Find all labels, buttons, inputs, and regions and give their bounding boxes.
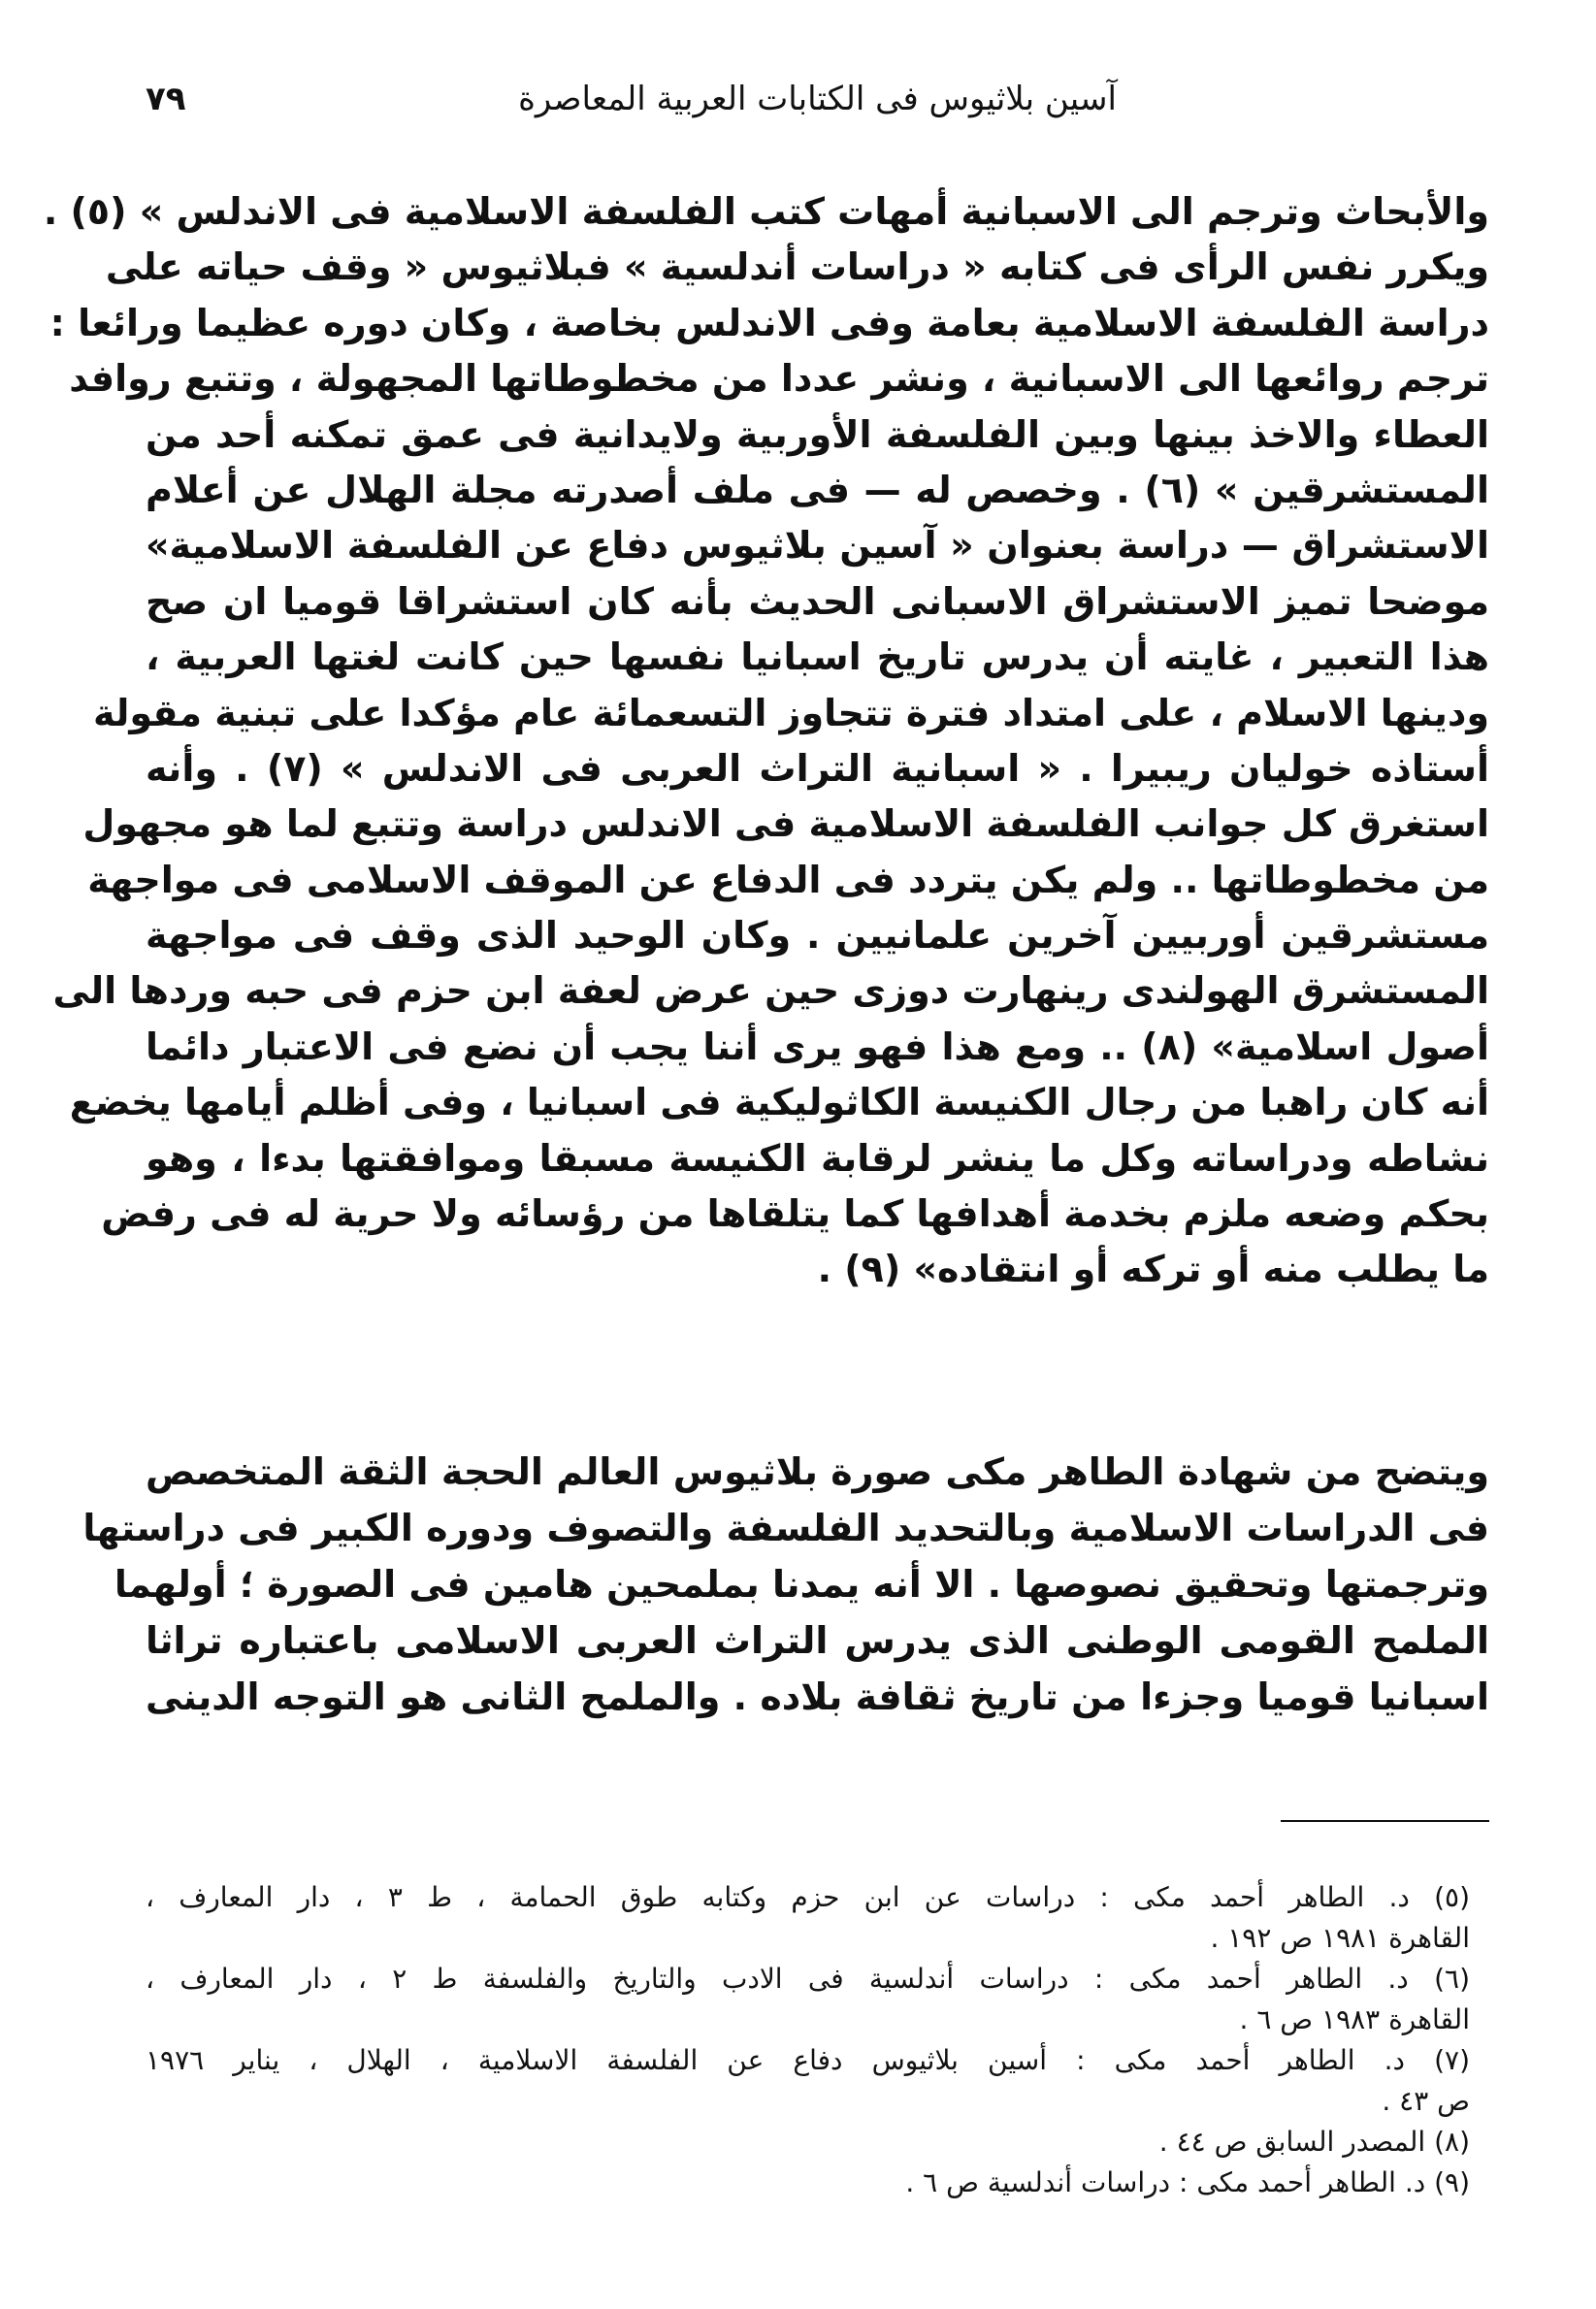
text-line: بحكم وضعه ملزم بخدمة أهدافها كما يتلقاها من رؤسائه ولا حرية له فى رفض [101, 1192, 1489, 1236]
page-number: ٧٩ [146, 80, 186, 118]
text-line: فى الدراسات الاسلامية وبالتحديد الفلسفة والتصوف ودوره الكبير فى دراستها [82, 1507, 1489, 1549]
text-line: أصول اسلامية» (٨) .. ومع هذا فهو يرى أننا يجب أن نضع فى الاعتبار دائما [146, 1024, 1489, 1068]
text-line: هذا التعبير ، غايته أن يدرس تاريخ اسبانيا نفسها حين كانت لغتها العربية ، [146, 635, 1489, 679]
text-line: ويكرر نفس الرأى فى كتابه « دراسات أندلسية » فبلاثيوس « وقف حياته على [105, 245, 1489, 289]
footnote-5: (٥) د. الطاهر أحمد مكى : دراسات عن ابن حزم وكتابه طوق الحمامة ، ط ٣ ، دار المعارف ، [146, 1881, 1471, 1913]
footnote-8: (٨) المصدر السابق ص ٤٤ . [1158, 2126, 1470, 2158]
paragraph-2 [82, 1444, 1489, 1725]
text-line: مستشرقين أوربيين آخرين علمانيين . وكان الوحيد الذى وقف فى مواجهة [146, 914, 1489, 958]
text-line: من مخطوطاتها .. ولم يكن يتردد فى الدفاع عن الموقف الاسلامى فى مواجهة [87, 858, 1489, 901]
text-line: والأبحاث وترجم الى الاسبانية أمهات كتب الفلسفة الاسلامية فى الاندلس » (٥) . [43, 190, 1489, 233]
page-header [146, 70, 1489, 128]
text-line: الملمح القومى الوطنى الذى يدرس التراث العربى الاسلامى باعتباره تراثا [146, 1619, 1489, 1662]
running-title: آسين بلاثيوس فى الكتابات العربية المعاصرة [518, 80, 1117, 118]
footnote-5-continued: القاهرة ١٩٨١ ص ١٩٢ . [1210, 1922, 1470, 1954]
text-line: ترجم روائعها الى الاسبانية ، ونشر عددا من مخطوطاتها المجهولة ، وتتبع روافد [69, 357, 1489, 401]
text-line: أنه كان راهبا من رجال الكنيسة الكاثوليكية فى اسبانيا ، وفى أظلم أيامها يخضع [69, 1081, 1489, 1124]
text-line: ما يطلب منه أو تركه أو انتقاده» (٩) . [817, 1248, 1489, 1291]
text-line: أستاذه خوليان ريبيرا . « اسبانية التراث العربى فى الاندلس » (٧) . وأنه [146, 746, 1489, 790]
text-line: وترجمتها وتحقيق نصوصها . الا أنه يمدنا بملمحين هامين فى الصورة ؛ أولهما [114, 1563, 1489, 1606]
footnote-7-continued: ص ٤٣ . [1382, 2085, 1470, 2117]
text-line: العطاء والاخذ بينها وبين الفلسفة الأوربية ولايدانية فى عمق تمكنه أحد من [146, 412, 1489, 456]
footnote-6: (٦) د. الطاهر أحمد مكى : دراسات أندلسية فى الادب والتاريخ والفلسفة ط ٢ ، دار المعارف ، [146, 1963, 1470, 1995]
text-line: دراسة الفلسفة الاسلامية بعامة وفى الاندلس بخاصة ، وكان دوره عظيما ورائعا : [49, 301, 1489, 344]
footnote-divider [1281, 1820, 1489, 1822]
paragraph-1 [43, 184, 1489, 1298]
footnote-7: (٧) د. الطاهر أحمد مكى : أسين بلاثيوس دفاع عن الفلسفة الاسلامية ، الهلال ، يناير ١٩٧٦ [146, 2044, 1470, 2076]
text-line: الاستشراق — دراسة بعنوان « آسين بلاثيوس دفاع عن الفلسفة الاسلامية» [146, 524, 1489, 568]
text-line: موضحا تميز الاستشراق الاسبانى الحديث بأنه كان استشراقا قوميا ان صح [146, 579, 1489, 623]
text-line: اسبانيا قوميا وجزءا من تاريخ ثقافة بلاده . والملمح الثانى هو التوجه الدينى [146, 1675, 1489, 1718]
text-line: استغرق كل جوانب الفلسفة الاسلامية فى الاندلس دراسة وتتبع لما هو مجهول [82, 802, 1489, 846]
text-line: ويتضح من شهادة الطاهر مكى صورة بلاثيوس العالم الحجة الثقة المتخصص [146, 1450, 1489, 1493]
footnote-6-continued: القاهرة ١٩٨٣ ص ٦ . [1239, 2003, 1470, 2035]
text-line: المستشرقين » (٦) . وخصص له — فى ملف أصدرته مجلة الهلال عن أعلام [146, 468, 1489, 511]
text-line: نشاطه ودراساته وكل ما ينشر لرقابة الكنيسة مسبقا وموافقتها بدءا ، وهو [146, 1136, 1489, 1180]
footnotes [146, 1877, 1470, 2203]
footnote-9: (٩) د. الطاهر أحمد مكى : دراسات أندلسية ص ٦ . [905, 2166, 1470, 2198]
text-line: المستشرق الهولندى رينهارت دوزى حين عرض لعفة ابن حزم فى حبه وردها الى [52, 969, 1489, 1013]
text-line: ودينها الاسلام ، على امتداد فترة تتجاوز التسعمائة عام مؤكدا على تبنية مقولة [93, 691, 1489, 734]
